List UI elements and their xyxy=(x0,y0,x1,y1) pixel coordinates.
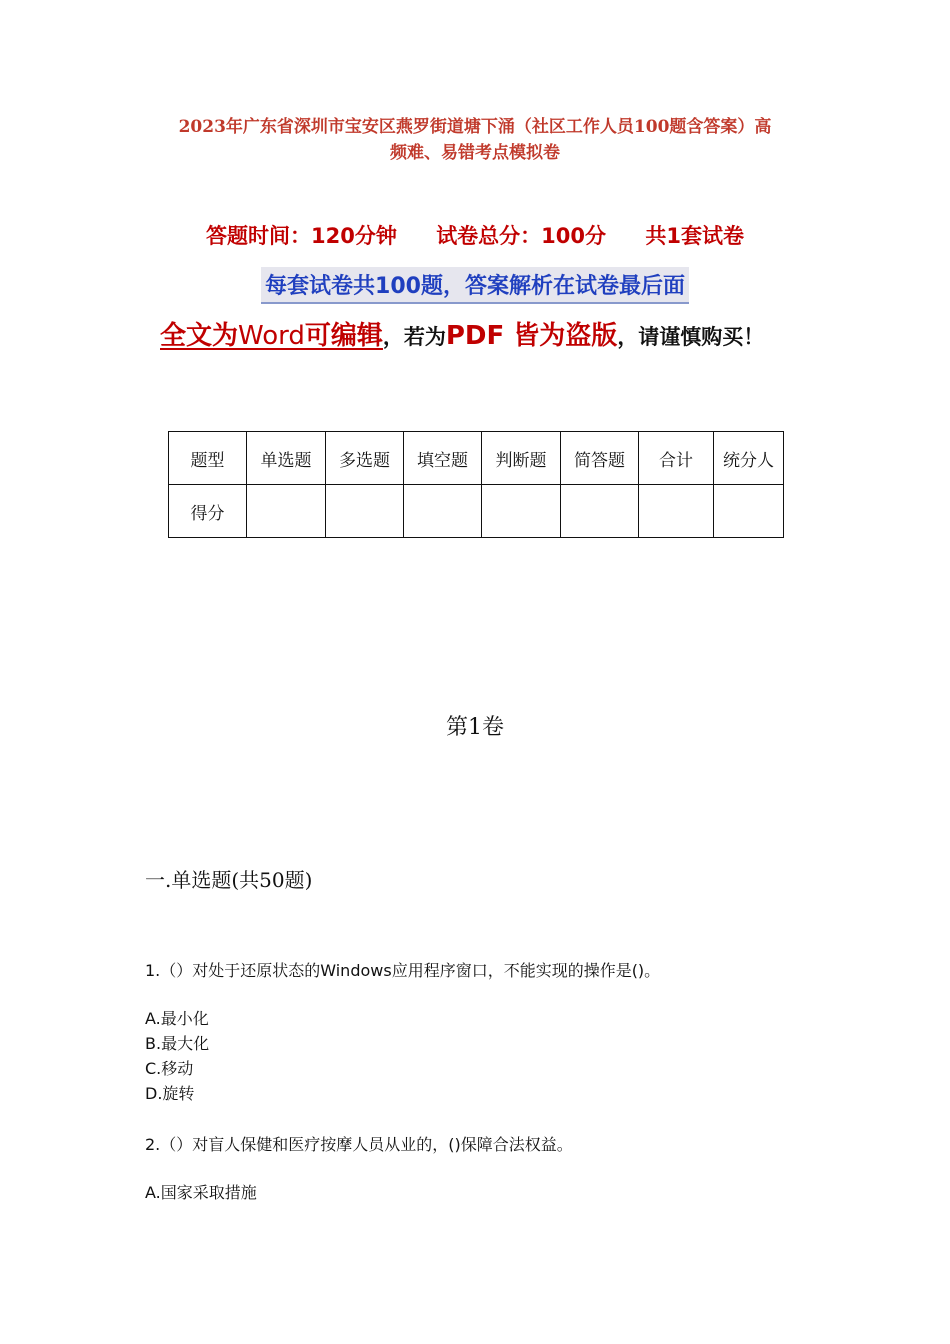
score-table-header-row xyxy=(169,432,784,485)
exam-time: 答题时间：120分钟 xyxy=(206,224,397,248)
header-cell: 简答题 xyxy=(561,432,639,485)
answer-notice-text: 每套试卷共100题，答案解析在试卷最后面 xyxy=(261,267,689,304)
header-cell: 多选题 xyxy=(326,432,404,485)
header-cell: 填空题 xyxy=(404,432,482,485)
header-cell: 合计 xyxy=(639,432,714,485)
answer-notice xyxy=(0,267,950,304)
exam-meta xyxy=(0,220,950,250)
question-2-option-a: A.国家采取措施 xyxy=(145,1183,257,1202)
score-cell[interactable] xyxy=(561,485,639,538)
score-cell[interactable] xyxy=(404,485,482,538)
question-1-option-b: B.最大化 xyxy=(145,1034,210,1053)
question-1-option-a: A.最小化 xyxy=(145,1009,209,1028)
question-1-option-d: D.旋转 xyxy=(145,1084,195,1103)
header-cell: 判断题 xyxy=(482,432,561,485)
title-line-2: 频难、易错考点模拟卷 xyxy=(390,143,560,163)
score-table-score-row xyxy=(169,485,784,538)
exam-total-score: 试卷总分：100分 xyxy=(436,224,607,248)
score-row-label: 得分 xyxy=(169,485,247,538)
title-line-1: 2023年广东省深圳市宝安区燕罗街道塘下涌（社区工作人员100题含答案）高 xyxy=(178,117,772,137)
exam-sets: 共1套试卷 xyxy=(645,224,744,248)
score-cell[interactable] xyxy=(326,485,404,538)
volume-heading: 第1卷 xyxy=(446,715,504,740)
score-cell[interactable] xyxy=(482,485,561,538)
section-heading: 一.单选题(共50题) xyxy=(145,868,313,892)
score-cell[interactable] xyxy=(247,485,326,538)
question-1-option-c: C.移动 xyxy=(145,1059,194,1078)
score-cell[interactable] xyxy=(639,485,714,538)
header-cell: 统分人 xyxy=(714,432,784,485)
header-cell: 单选题 xyxy=(247,432,326,485)
document-title xyxy=(120,114,830,166)
header-cell: 题型 xyxy=(169,432,247,485)
question-2: 2.（）对盲人保健和医疗按摩人员从业的，()保障合法权益。 xyxy=(145,1135,573,1154)
piracy-warning: 全文为Word可编辑，若为PDF 皆为盗版，请谨慎购买！ xyxy=(160,321,765,351)
score-table xyxy=(168,431,784,538)
editable-note: 全文为Word可编辑 xyxy=(160,321,383,351)
score-cell[interactable] xyxy=(714,485,784,538)
question-1: 1.（）对处于还原状态的Windows应用程序窗口，不能实现的操作是()。 xyxy=(145,961,661,980)
